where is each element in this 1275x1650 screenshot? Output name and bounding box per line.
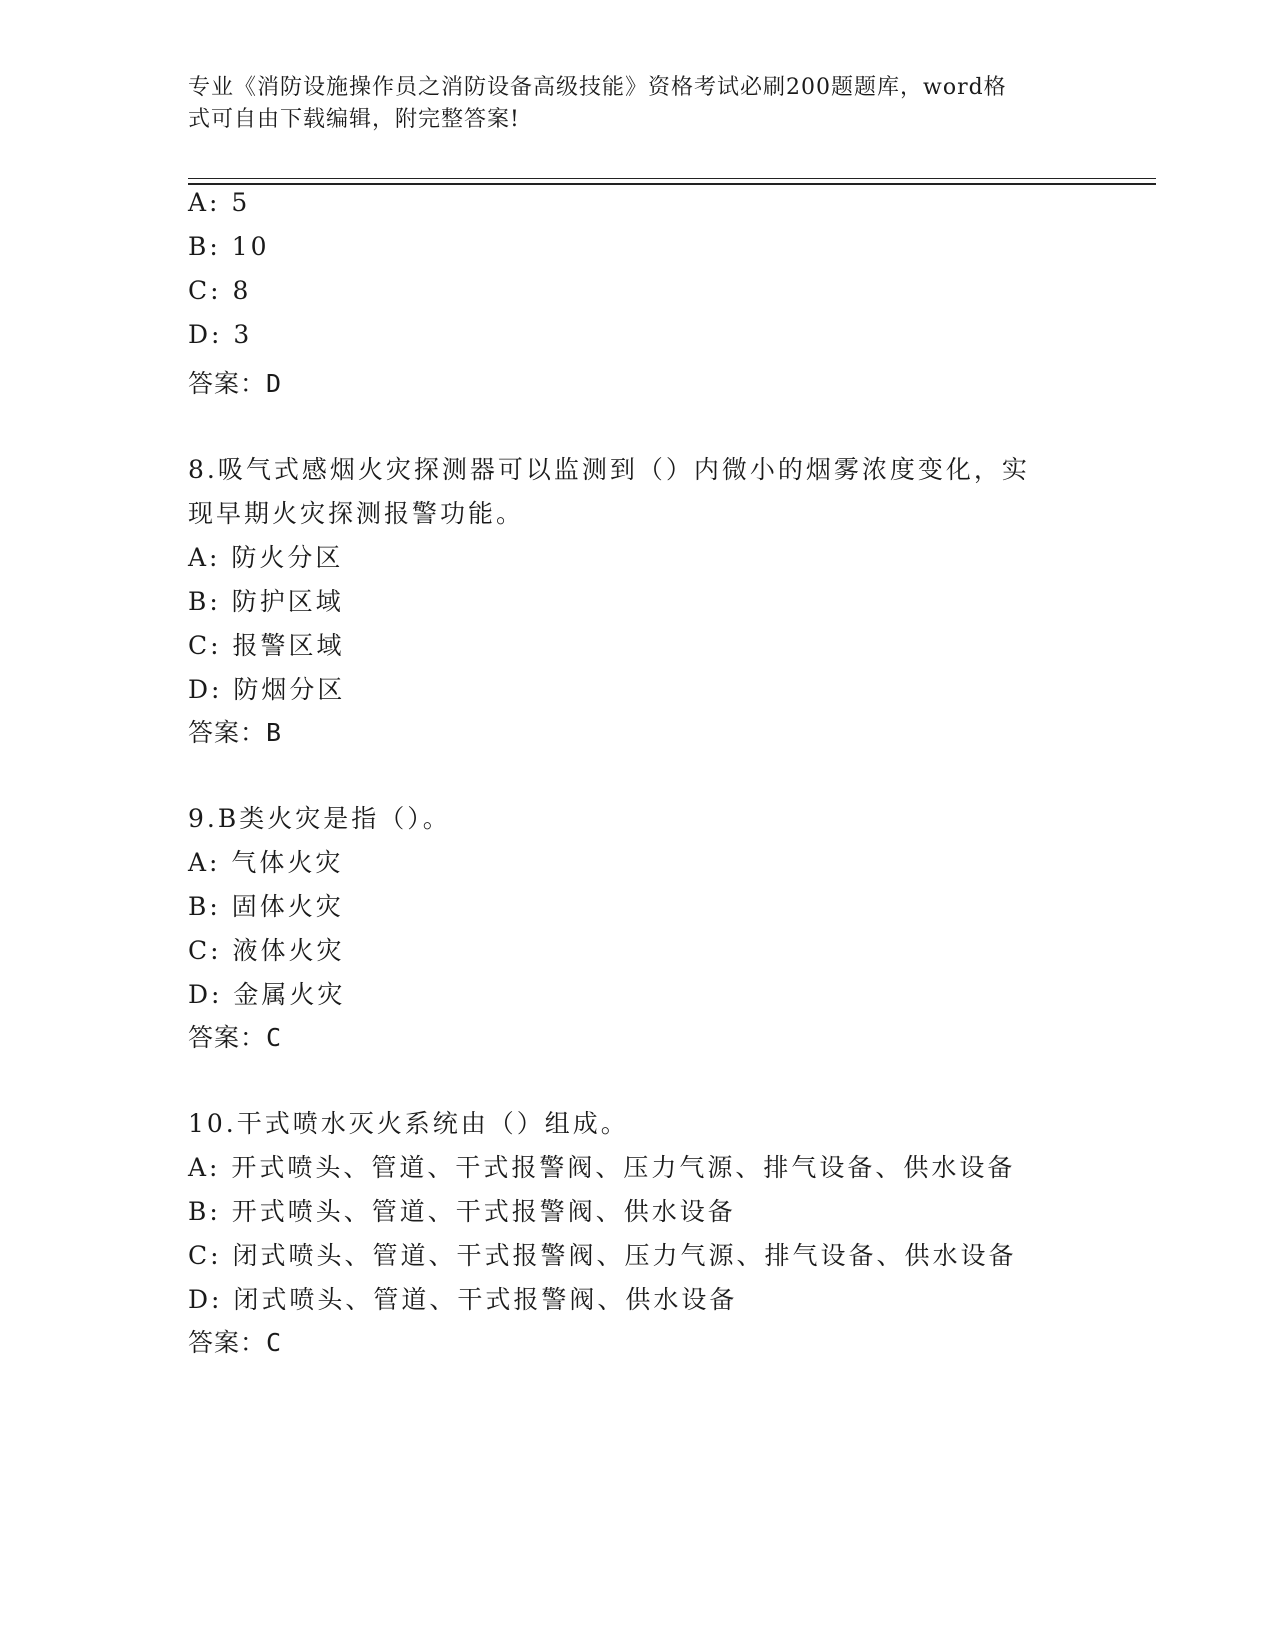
option-b: B: 10 bbox=[188, 232, 270, 261]
answer-label: 答案： bbox=[188, 1023, 267, 1052]
answer bbox=[188, 364, 282, 400]
option-c: C: 报警区域 bbox=[188, 631, 345, 660]
option-b: B: 固体火灾 bbox=[188, 892, 344, 921]
option-c: C: 闭式喷头、管道、干式报警阀、压力气源、排气设备、供水设备 bbox=[188, 1241, 1017, 1270]
question-stem: 10.干式喷水灭火系统由（）组成。 bbox=[188, 1109, 629, 1138]
option-a: A: 开式喷头、管道、干式报警阀、压力气源、排气设备、供水设备 bbox=[188, 1153, 1016, 1182]
option-d: D: 防烟分区 bbox=[188, 675, 346, 704]
option-c: C: 液体火灾 bbox=[188, 936, 345, 965]
answer-label: 答案： bbox=[188, 1328, 267, 1357]
option-d: D: 3 bbox=[188, 320, 253, 349]
answer-label: 答案： bbox=[188, 718, 267, 747]
answer-value: B bbox=[266, 718, 283, 747]
answer-label: 答案： bbox=[188, 369, 267, 398]
question-stem: 9.B类火灾是指（）。 bbox=[188, 804, 451, 833]
option-a: A: 气体火灾 bbox=[188, 848, 344, 877]
header-divider-thick bbox=[188, 183, 1156, 185]
answer bbox=[188, 713, 282, 749]
header-divider-thin bbox=[188, 178, 1156, 179]
answer bbox=[188, 1323, 282, 1359]
answer-value: D bbox=[266, 369, 283, 398]
option-a: A: 5 bbox=[188, 188, 251, 217]
question-stem-line-2: 现早期火灾探测报警功能。 bbox=[188, 499, 525, 528]
header-line-2: 式可自由下载编辑，附完整答案! bbox=[188, 107, 520, 132]
answer-value: C bbox=[266, 1023, 283, 1052]
option-c: C: 8 bbox=[188, 276, 252, 305]
answer bbox=[188, 1018, 282, 1054]
answer-value: C bbox=[266, 1328, 283, 1357]
question-stem-line-1: 8.吸气式感烟火灾探测器可以监测到（）内微小的烟雾浓度变化，实 bbox=[188, 455, 1030, 484]
option-d: D: 闭式喷头、管道、干式报警阀、供水设备 bbox=[188, 1285, 738, 1314]
option-d: D: 金属火灾 bbox=[188, 980, 346, 1009]
option-b: B: 开式喷头、管道、干式报警阀、供水设备 bbox=[188, 1197, 736, 1226]
header-line-1: 专业《消防设施操作员之消防设备高级技能》资格考试必刷200题题库，word格 bbox=[188, 75, 1007, 100]
option-b: B: 防护区域 bbox=[188, 587, 344, 616]
option-a: A: 防火分区 bbox=[188, 543, 344, 572]
document-header bbox=[188, 72, 1068, 136]
